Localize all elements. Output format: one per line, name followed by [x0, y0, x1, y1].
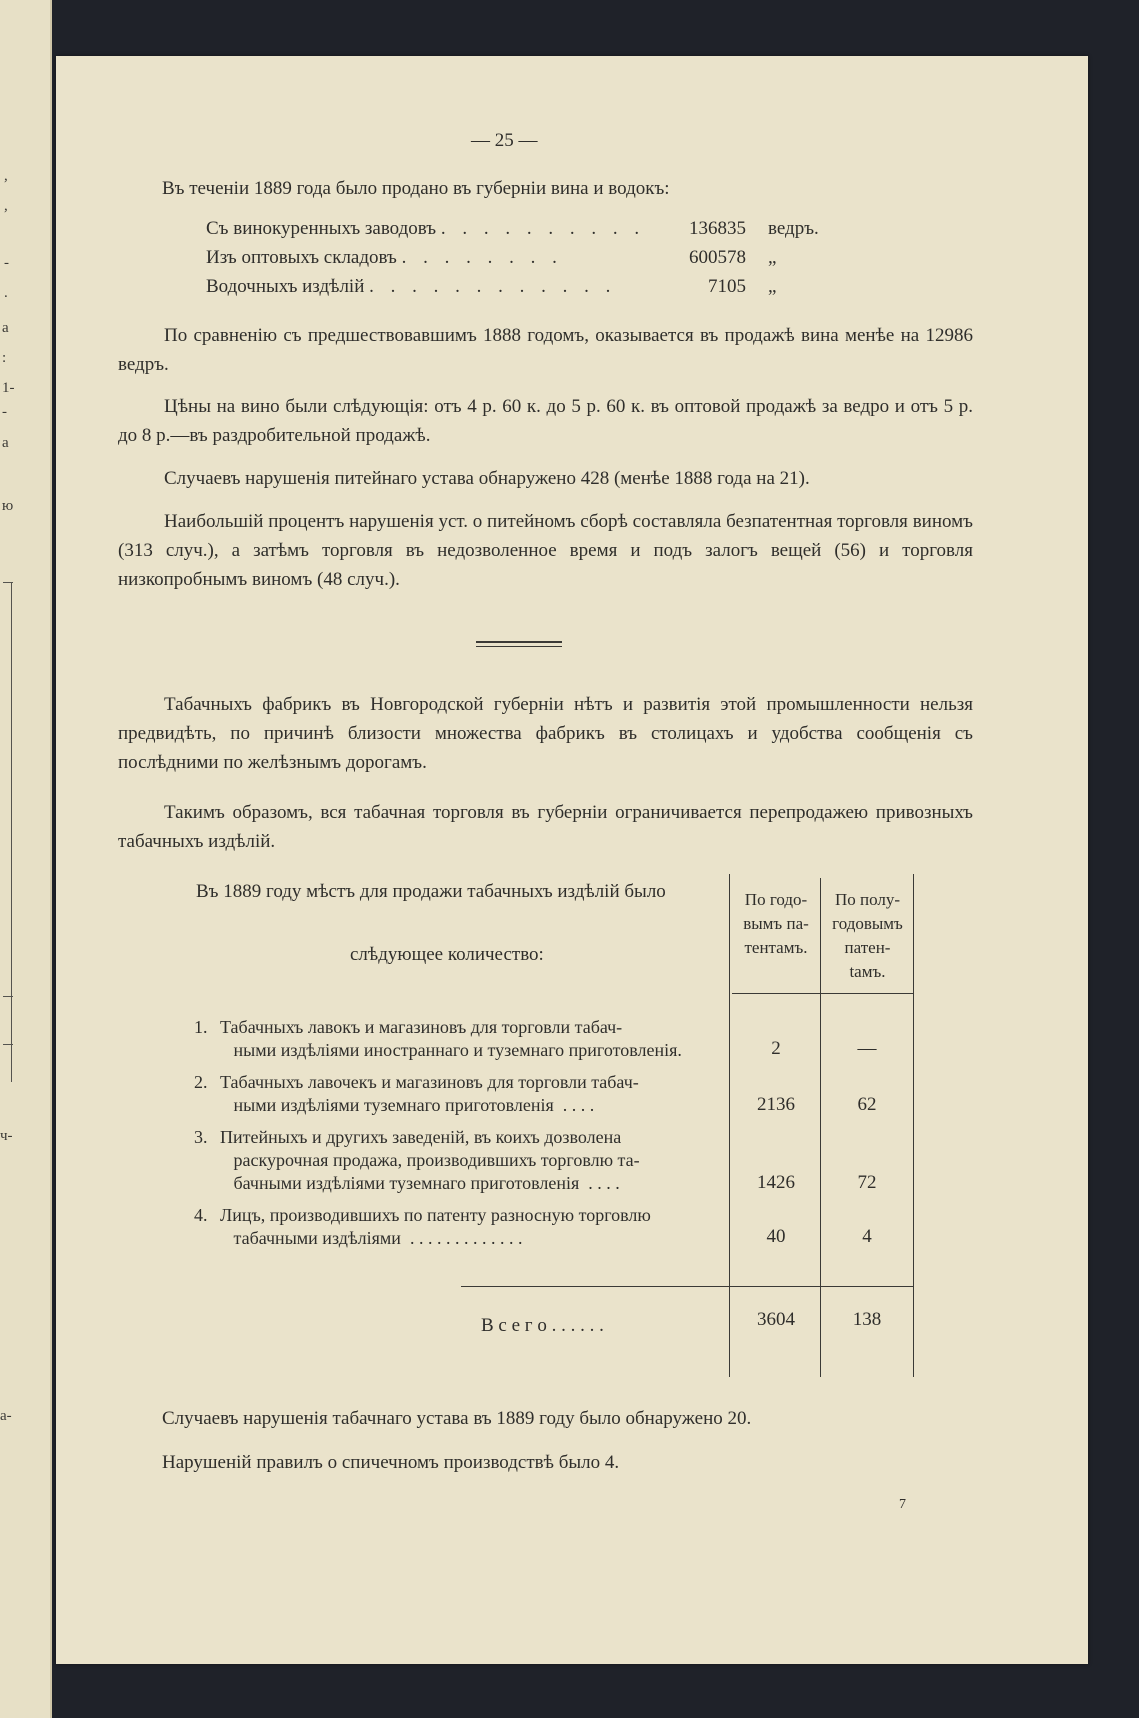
wine-sales-value: 7105 — [708, 276, 746, 297]
paragraph-prices: Цѣны на вино были слѣдующія: отъ 4 р. 60 к. до 5 р. 60 к. въ оптовой продажѣ за ведро и отъ 5 р. до 8 р.—въ раздробительной продажѣ. — [118, 396, 973, 446]
paragraph-comparison: По сравненію съ предшествовавшимъ 1888 годомъ, оказывается въ продажѣ вина менѣе на 12986 ведръ. — [118, 325, 973, 375]
paragraph-tobacco-violations: Случаевъ нарушенія табачнаго устава въ 1889 году было обнаружено 20. — [162, 1408, 752, 1429]
left-page-fragment: ч- — [0, 1128, 13, 1144]
column-header-semiannual: По полу- годовымъ патен- tамъ. — [832, 890, 903, 981]
wine-sales-value: 600578 — [689, 247, 746, 268]
sheet-signature: 7 — [899, 1497, 906, 1512]
table-total-semiannual: 138 — [852, 1309, 882, 1330]
wine-sales-unit: „ — [768, 276, 777, 297]
wine-sales-intro: Въ теченіи 1889 года было продано въ губерніи вина и водокъ: — [162, 178, 670, 199]
table-total-label: В с е г о . . . . . . — [481, 1315, 604, 1336]
table-cell-semiannual: 62 — [857, 1094, 877, 1115]
wine-sales-row: Изъ оптовыхъ складовъ . . . . . . . . 600578 „ — [206, 247, 777, 268]
table-cell-annual: 1426 — [757, 1172, 795, 1193]
wine-sales-row: Водочныхъ издѣлій . . . . . . . . . . . . 7105 „ — [206, 276, 777, 297]
table-cell-semiannual: — — [857, 1038, 877, 1059]
paragraph-match-violations: Нарушеній правилъ о спичечномъ производствѣ было 4. — [162, 1452, 620, 1473]
wine-sales-unit: „ — [768, 247, 777, 268]
table-caption: слѣдующее количество: — [350, 944, 544, 965]
paragraph-largest-violations: Наибольшій процентъ нарушенія уст. о питейномъ сборѣ составляла безпатентная торговля виномъ (313 случ.), а затѣмъ торговля въ недозволенное время и подъ залогъ вещей (56) и торговля низкопробнымъ виномъ (48 случ.). — [118, 511, 973, 590]
column-header-annual: По годо- вымъ па- тентамъ. — [743, 890, 809, 957]
wine-sales-unit: ведръ. — [768, 218, 819, 239]
paragraph-violations: Случаевъ нарушенія питейнаго устава обнаружено 428 (менѣе 1888 года на 21). — [164, 468, 810, 489]
page-number: — 25 — — [471, 130, 538, 151]
section-separator — [476, 646, 562, 647]
table-cell-annual: 2 — [771, 1038, 781, 1059]
table-cell-annual: 40 — [766, 1226, 786, 1247]
document-page: — 25 — Въ теченіи 1889 года было продано въ губерніи вина и водокъ: Съ винокуренныхъ заводовъ . . . . . . . . . . 136835 ведръ. Изъ оптовыхъ складовъ . . . . . . . . 600578 „ Водочныхъ издѣлій . . . . . . . . . . . . 7105 „ По сравненію съ предшествовавшимъ 1888 годомъ, оказывается въ продажѣ вина менѣе на 12986 ведръ. Цѣны на вино были слѣдующія: отъ 4 р. 60 к. до 5 р. 60 к. въ оптовой продажѣ за ведро и отъ 5 р. до 8 р.—въ раздробительной продажѣ. Случаевъ нарушенія питейнаго устава обнаружено 428 (менѣе 1888 года на 21). Наибольшій процентъ нарушенія уст. о питейномъ сборѣ составляла безпатентная торговля виномъ (313 случ.), а затѣмъ торговля въ недозволенное время и подъ залогъ вещей (56) и торговля низкопробнымъ виномъ (48 случ.). Табачныхъ фабрикъ въ Новгородской губерніи нѣтъ и развитія этой промышленности нельзя предвидѣть, по причинѣ близости множества фабрикъ въ столицахъ и удобства сообщенія съ послѣдними по желѣзнымъ дорогамъ. Такимъ образомъ, вся табачная торговля въ губерніи ограничивается перепродажею привозныхъ табачныхъ издѣлій. Въ 1889 году мѣстъ для продажи табачныхъ издѣлій было слѣдующее количество: По годо- вымъ па- тентамъ. По полу- годовымъ патен- tамъ. 1. Табачныхъ лавокъ и магазиновъ для торговли табач- ными издѣліями иностраннаго и туземнаго приготовленія. 2 — 2. Табачныхъ лавочекъ и магазиновъ для торговли табач- ными издѣліями туземнаго приготовленія . . . . 2136 62 3. Питейныхъ и другихъ заведеній, въ коихъ дозволена раскурочная продажа, производившихъ торговлю та- бачными издѣліями туземнаго приготовленія . . . . 1426 72 4. Лицъ, производившихъ по патенту разносную торговлю табачными издѣліями . . . . . . . . . . . . . 40 4 В с е г о . . . . . . 3604 138 Случаевъ нарушенія табачнаго устава въ 1889 году было обнаружено 20. Нарушеній правилъ о спичечномъ производствѣ было 4. 7 — [56, 56, 1088, 1664]
paragraph-tobacco-factories: Табачныхъ фабрикъ въ Новгородской губерніи нѣтъ и развитія этой промышленности нельзя предвидѣть, по причинѣ близости множества фабрикъ въ столицахъ и удобства сообщенія съ послѣдними по желѣзнымъ дорогамъ. — [118, 694, 973, 773]
wine-sales-value: 136835 — [689, 218, 746, 239]
table-cell-semiannual: 4 — [862, 1226, 872, 1247]
table-cell-semiannual: 72 — [857, 1172, 877, 1193]
table-cell-annual: 2136 — [757, 1094, 795, 1115]
left-page-fragment: а- — [0, 1408, 12, 1424]
previous-page-edge: , , - . а : 1- - а ю ч- а- — [0, 0, 52, 1718]
paragraph-tobacco-trade: Такимъ образомъ, вся табачная торговля въ губерніи ограничивается перепродажею привозныхъ табачныхъ издѣлій. — [118, 802, 973, 852]
wine-sales-row: Съ винокуренныхъ заводовъ . . . . . . . . . . 136835 ведръ. — [206, 218, 819, 239]
table-total-annual: 3604 — [757, 1309, 795, 1330]
table-caption: Въ 1889 году мѣстъ для продажи табачныхъ издѣлій было — [196, 881, 666, 902]
section-separator — [476, 641, 562, 643]
